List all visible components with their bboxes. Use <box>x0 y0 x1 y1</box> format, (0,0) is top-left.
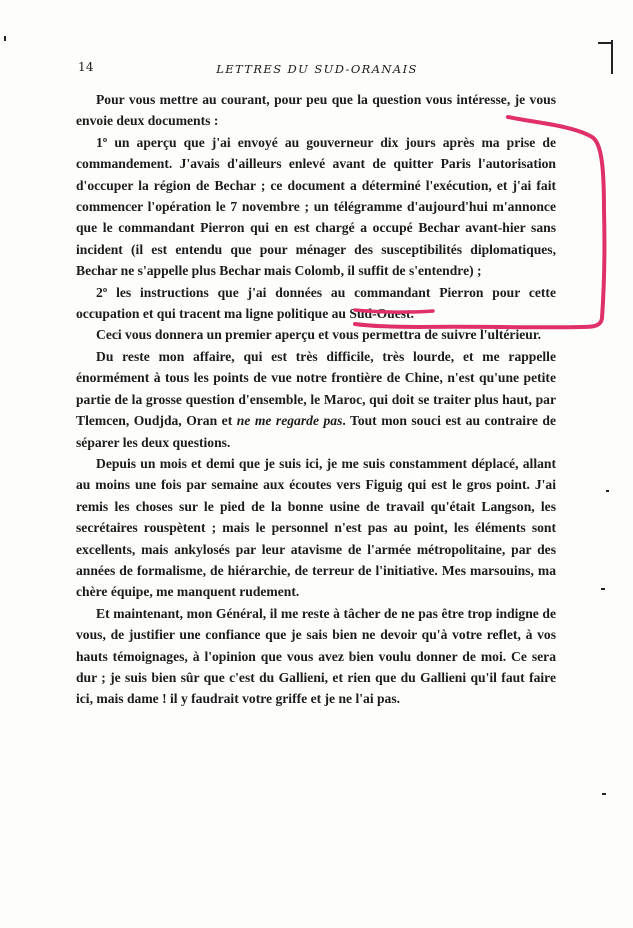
paragraph-text: Du reste mon affaire, qui est très difficile, très lourde, et me rappelle énormément à tous les points de vue notre frontière de Chine, n'est qu'une petite partie de la grosse question d'ensemble, le Maroc, qui doit se traiter plus haut, par Tlemcen, Oudjda, Oran et <box>76 348 556 429</box>
right-margin-mark <box>601 588 605 590</box>
paragraph: Et maintenant, mon Général, il me reste à tâcher de ne pas être trop indigne de vous, de justifier une confiance que je sais bien ne devoir qu'à votre reflet, à vos hauts témoignages, à l'opinion que vous avez bien voulu donner de moi. Ce sera dur ; je suis bien sûr que c'est du Gallieni, et rien que du Gallieni qu'il faut faire ici, mais dame ! il y faudrait votre griffe et je ne l'ai pas. <box>76 605 556 707</box>
paragraph-text: . Tout mon souci est au contraire de séparer les deux questions. <box>76 413 556 450</box>
italic-phrase: ne me regarde pas <box>236 413 343 429</box>
right-margin-mark <box>602 793 606 795</box>
paragraph: Depuis un mois et demi que je suis ici, je me suis constamment déplacé, allant au moins une fois par semaine aux écoutes vers Figuig qui est le gros point. J'ai remis les choses sur le pied de la bonne usine de travail qu'était Langson, les secrétaires rouspètent ; mais le personnel n'est pas au point, les éléments sont excellents, mais ankylosés par leur atavisme de l'armée métropolitaine, par des années de formalisme, de hiérarchie, de terreur de l'initiative. Mes marsouins, ma chère équipe, me manquent rudement. <box>76 455 556 600</box>
right-margin-mark <box>606 490 609 492</box>
paragraph: Ceci vous donnera un premier aperçu et vous permettra de suivre l'ultérieur. <box>96 327 542 343</box>
paragraph: Pour vous mettre au courant, pour peu que la question vous intéresse, je vous envoie deux documents : <box>76 92 556 129</box>
page-number: 14 <box>78 60 94 74</box>
paragraph: 2º les instructions que j'ai données au commandant Pierron pour cette occupation et qui tracent ma ligne politique au Sud-Ouest. <box>76 284 556 322</box>
right-margin-mark <box>611 40 613 74</box>
right-margin-mark <box>598 42 612 44</box>
running-title: LETTRES DU SUD-ORANAIS <box>216 62 418 76</box>
page-header <box>78 58 556 80</box>
paragraph: 1º un aperçu que j'ai envoyé au gouverneur dix jours après ma prise de commandement. J'avais d'ailleurs enlevé avant de quitter Paris l'autorisation d'occuper la région de Bechar ; ce document a déterminé l'exécution, et j'ai fait commencer l'opération le 7 novembre ; un télégramme d'aujourd'hui m'annonce que le commandant Pierron qui en est chargé a occupé Bechar avant-hier sans incident (il est entendu que pour ménager des susceptibilités diplomatiques, Bechar ne s'appelle plus Bechar mais Colomb, il suffit de s'entendre) ; <box>76 134 556 279</box>
page-body <box>76 89 556 710</box>
left-margin-mark <box>4 36 6 41</box>
paragraph <box>76 346 556 453</box>
